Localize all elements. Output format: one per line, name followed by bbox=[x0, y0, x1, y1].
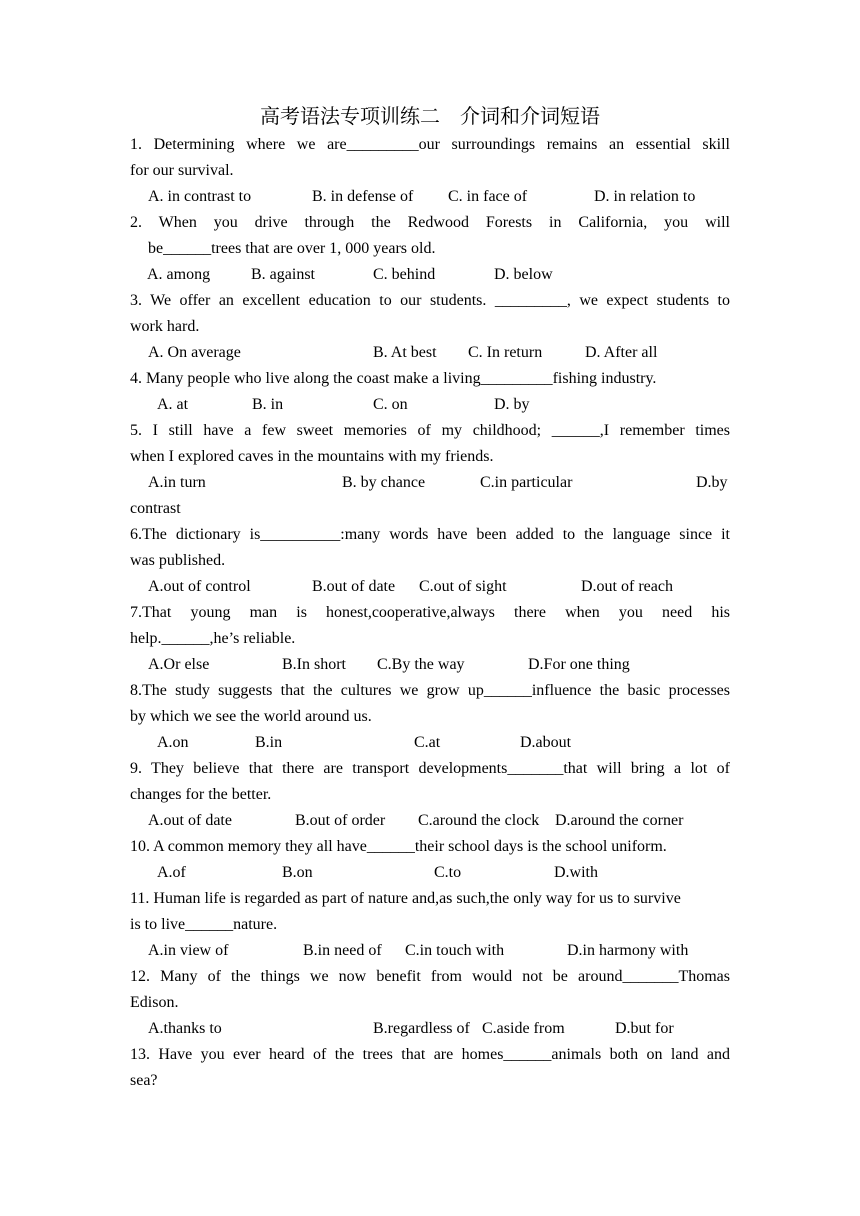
option-b[interactable]: B.In short bbox=[282, 656, 346, 673]
option-b[interactable]: B. in defense of bbox=[312, 188, 414, 205]
option-d[interactable]: D.in harmony with bbox=[567, 942, 689, 959]
option-b[interactable]: B.in need of bbox=[303, 942, 382, 959]
question-7-options bbox=[130, 652, 730, 678]
option-c[interactable]: C.in particular bbox=[480, 474, 573, 491]
option-c[interactable]: C.to bbox=[434, 864, 462, 881]
option-c[interactable]: C. behind bbox=[373, 266, 436, 283]
question-11-text: 11. Human life is regarded as part of nature and,as such,the only way for us to survive bbox=[130, 890, 681, 907]
question-3-text: 3. We offer an excellent education to our students. _________, we expect students to bbox=[130, 292, 730, 309]
option-c[interactable]: C.around the clock bbox=[418, 812, 540, 829]
option-c[interactable]: C.aside from bbox=[482, 1020, 565, 1037]
option-d[interactable]: D.by bbox=[696, 474, 728, 491]
worksheet-title: 高考语法专项训练二 介词和介词短语 bbox=[260, 104, 600, 128]
option-b[interactable]: B.regardless of bbox=[373, 1020, 470, 1037]
question-4-text: 4. Many people who live along the coast make a living_________fishing industry. bbox=[130, 370, 657, 387]
option-b[interactable]: B. in bbox=[252, 396, 284, 413]
question-7-text: 7.That young man is honest,cooperative,always there when you need his bbox=[130, 604, 730, 621]
question-5-option-d-cont: contrast bbox=[130, 500, 181, 517]
worksheet bbox=[130, 100, 730, 1094]
question-2-options bbox=[130, 262, 730, 288]
option-a[interactable]: A.out of control bbox=[148, 578, 251, 595]
option-d[interactable]: D.For one thing bbox=[528, 656, 630, 673]
question-6-options bbox=[130, 574, 730, 600]
option-d[interactable]: D.with bbox=[554, 864, 598, 881]
option-c[interactable]: C. In return bbox=[468, 344, 543, 361]
option-c[interactable]: C.out of sight bbox=[419, 578, 507, 595]
option-d[interactable]: D.out of reach bbox=[581, 578, 673, 595]
question-13-text: 13. Have you ever heard of the trees that are homes______animals both on land and bbox=[130, 1046, 730, 1063]
question-9-text: 9. They believe that there are transport developments_______that will bring a lot of bbox=[130, 760, 730, 777]
question-2-text-cont: be______trees that are over 1, 000 years old. bbox=[148, 240, 436, 257]
question-5-text: 5. I still have a few sweet memories of my childhood; ______,I remember times bbox=[130, 422, 730, 439]
option-d[interactable]: D. below bbox=[494, 266, 553, 283]
question-10-text: 10. A common memory they all have______their school days is the school uniform. bbox=[130, 838, 667, 855]
question-8-text: 8.The study suggests that the cultures we grow up______influence the basic processes bbox=[130, 682, 730, 699]
option-b[interactable]: B. At best bbox=[373, 344, 437, 361]
question-5-text-cont: when I explored caves in the mountains with my friends. bbox=[130, 448, 494, 465]
option-a[interactable]: A. at bbox=[157, 396, 189, 413]
option-c[interactable]: C. on bbox=[373, 396, 408, 413]
option-b[interactable]: B. against bbox=[251, 266, 315, 283]
option-a[interactable]: A. among bbox=[147, 266, 211, 283]
option-b[interactable]: B.on bbox=[282, 864, 313, 881]
option-d[interactable]: D.about bbox=[520, 734, 572, 751]
question-6-text-cont: was published. bbox=[130, 552, 226, 569]
question-9-text-cont: changes for the better. bbox=[130, 786, 272, 803]
option-a[interactable]: A.out of date bbox=[148, 812, 232, 829]
question-11-options bbox=[130, 938, 730, 964]
option-d[interactable]: D.but for bbox=[615, 1020, 674, 1037]
option-c[interactable]: C. in face of bbox=[448, 188, 528, 205]
question-1-options bbox=[130, 184, 730, 210]
question-6-text: 6.The dictionary is__________:many words have been added to the language since it bbox=[130, 526, 730, 543]
question-2-text: 2. When you drive through the Redwood Forests in California, you will bbox=[130, 214, 730, 231]
option-b[interactable]: B.in bbox=[255, 734, 283, 751]
question-5-options bbox=[130, 470, 730, 496]
option-c[interactable]: C.at bbox=[414, 734, 441, 751]
option-d[interactable]: D. After all bbox=[585, 344, 658, 361]
option-b[interactable]: B. by chance bbox=[342, 474, 426, 491]
question-1-text: 1. Determining where we are_________our surroundings remains an essential skill bbox=[130, 136, 730, 153]
question-8-text-cont: by which we see the world around us. bbox=[130, 708, 372, 725]
question-11-text-cont: is to live______nature. bbox=[130, 916, 278, 933]
question-12-options bbox=[130, 1016, 730, 1042]
option-a[interactable]: A. in contrast to bbox=[148, 188, 252, 205]
question-8-options bbox=[130, 730, 730, 756]
option-b[interactable]: B.out of date bbox=[312, 578, 396, 595]
question-4-options bbox=[130, 392, 730, 418]
question-9-options bbox=[130, 808, 730, 834]
option-a[interactable]: A.Or else bbox=[148, 656, 210, 673]
option-d[interactable]: D. in relation to bbox=[594, 188, 696, 205]
option-d[interactable]: D. by bbox=[494, 396, 530, 413]
question-12-text-cont: Edison. bbox=[130, 994, 179, 1011]
option-c[interactable]: C.By the way bbox=[377, 656, 465, 673]
question-1-text-cont: for our survival. bbox=[130, 162, 234, 179]
question-3-options bbox=[130, 340, 730, 366]
option-a[interactable]: A.of bbox=[157, 864, 186, 881]
question-10-options bbox=[130, 860, 730, 886]
question-12-text: 12. Many of the things we now benefit from would not be around_______Thomas bbox=[130, 968, 730, 985]
question-7-text-cont: help.______,he’s reliable. bbox=[130, 630, 296, 647]
option-a[interactable]: A. On average bbox=[148, 344, 241, 361]
option-a[interactable]: A.in view of bbox=[148, 942, 229, 959]
option-d[interactable]: D.around the corner bbox=[555, 812, 684, 829]
option-a[interactable]: A.thanks to bbox=[148, 1020, 222, 1037]
option-a[interactable]: A.on bbox=[157, 734, 189, 751]
option-b[interactable]: B.out of order bbox=[295, 812, 386, 829]
question-13-text-cont: sea? bbox=[130, 1072, 158, 1089]
question-3-text-cont: work hard. bbox=[130, 318, 200, 335]
option-c[interactable]: C.in touch with bbox=[405, 942, 505, 959]
option-a[interactable]: A.in turn bbox=[148, 474, 206, 491]
